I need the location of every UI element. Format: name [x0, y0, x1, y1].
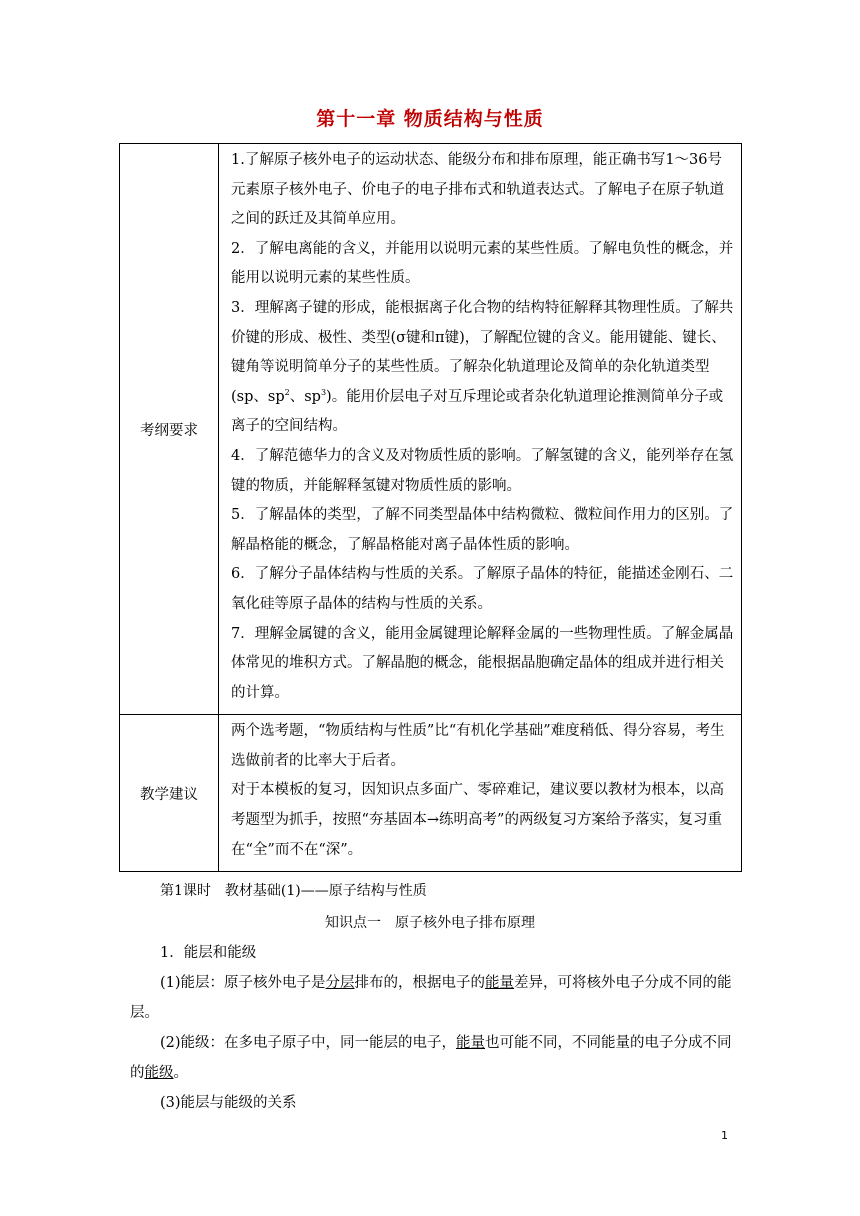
requirement-item: 1.了解原子核外电子的运动状态、能级分布和排布原理，能正确书写1～36号元素原子核外电子、价电子的电子排布式和轨道表达式。了解电子在原子轨道之间的跃迁及其简单应用。 [231, 152, 724, 228]
advice-item: 两个选考题，“物质结构与性质”比“有机化学基础”难度稍低、得分容易，考生选做前者的比率大于后者。 [231, 723, 725, 769]
requirement-item: 2．了解电离能的含义，并能用以说明元素的某些性质。了解电负性的概念，并能用以说明元素的某些性质。 [231, 240, 734, 287]
section-heading: 1．能层和能级 [160, 945, 257, 961]
chapter-title: 第十一章 物质结构与性质 [316, 108, 544, 130]
requirement-item: 7．理解金属键的含义，能用金属键理论解释金属的一些物理性质。了解金属晶体常见的堆积方式。了解晶胞的概念，能根据晶胞确定晶体的组成并进行相关的计算。 [231, 625, 734, 701]
teaching-advice-content [219, 715, 742, 872]
requirement-item: 4．了解范德华力的含义及对物质性质的影响。了解氢键的含义，能列举存在氢键的物质，并能解释氢键对物质性质的影响。 [231, 447, 734, 494]
table-row [120, 144, 742, 715]
exam-requirements-content [219, 144, 742, 715]
table-row [120, 715, 742, 872]
body-text [130, 938, 742, 1118]
requirement-item: 6．了解分子晶体结构与性质的关系。了解原子晶体的特征，能描述金刚石、二氧化硅等原子晶体的结构与性质的关系。 [231, 566, 734, 612]
lesson-title: 第1课时 教材基础(1)——原子结构与性质 [160, 883, 427, 899]
requirement-item: 5．了解晶体的类型，了解不同类型晶体中结构微粒、微粒间作用力的区别。了解晶格能的概念，了解晶格能对离子晶体性质的影响。 [231, 507, 734, 553]
advice-item: 对于本模板的复习，因知识点多面广、零碎难记，建议要以教材为根本，以高考题型为抓手，按照“夯基固本→练明高考”的两级复习方案给予落实，复习重在“全”而不在“深”。 [231, 782, 724, 858]
requirements-table [119, 143, 742, 872]
paragraph-energy-shell: (1)能层：原子核外电子是分层排布的，根据电子的能量差异，可将核外电子分成不同的能层。 [130, 975, 732, 1021]
requirement-item: 3．理解离子键的形成，能根据离子化合物的结构特征解释其物理性质。了解共价键的形成、极性、类型(σ键和π键)，了解配位键的含义。能用键能、键长、键角等说明简单分子的某些性质。了解杂化轨道理论及简单的杂化轨道类型(sp、$sp^2$、$sp^3$)。能用价层电子对互斥理论或者杂化轨道理论推测简单分子或离子的空间结构。 [231, 299, 734, 435]
paragraph-energy-level: (2)能级：在多电子原子中，同一能层的电子，能量也可能不同，不同能量的电子分成不同的能级。 [130, 1035, 732, 1081]
page-number: 1 [721, 1129, 728, 1142]
paragraph-relation: (3)能层与能级的关系 [160, 1095, 297, 1111]
row-label-exam-requirements: 考纲要求 [120, 144, 219, 715]
row-label-teaching-advice: 教学建议 [120, 715, 219, 872]
knowledge-point-title: 知识点一 原子核外电子排布原理 [325, 915, 535, 931]
